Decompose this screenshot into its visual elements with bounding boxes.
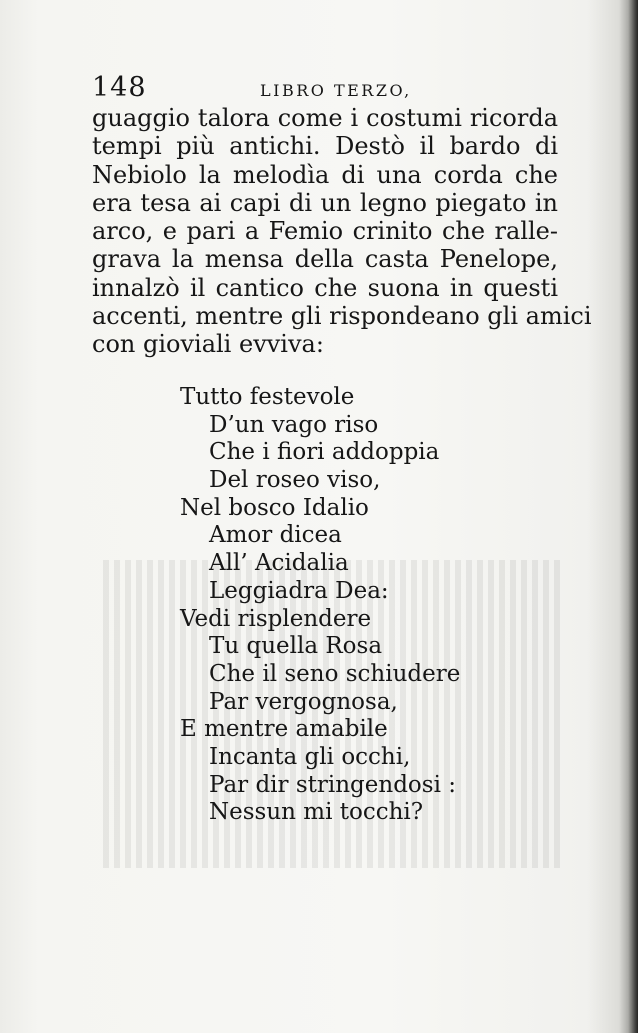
page-number: 148 [92,72,147,103]
verse-line: Par vergognosa, [209,688,398,715]
prose-line: accenti, mentre gli rispondeano gli amici [92,302,592,331]
verse-line: Amor dicea [209,522,342,549]
prose-line: era tesa ai capi di un legno piegato in [92,188,558,217]
poem-stanza [180,384,500,827]
running-head: LIBRO TERZO, [260,81,412,100]
verse-line: Incanta gli occhi, [209,743,411,770]
verse-line: Tu quella Rosa [209,633,383,660]
verse-line: Nel bosco Idalio [180,494,369,521]
prose-line: Nebiolo la melodìa di una corda che [92,160,558,189]
prose-paragraph [92,104,592,359]
verse-line: Che i fiori addoppia [209,439,440,466]
verse-line: Vedi risplendere [180,605,372,632]
verse-line: E mentre amabile [180,716,388,743]
verse-line: Par dir stringendosi : [209,771,456,798]
verse-line: Tutto festevole [180,384,355,410]
prose-line: con gioviali evviva: [92,330,324,359]
verse-line: Del roseo viso, [209,467,381,494]
prose-line: arco, e pari a Femio crinito che ralle- [92,217,558,246]
prose-line: grava la mensa della casta Penelope, [92,245,558,274]
verse-line: Leggiadra Dea: [209,577,389,604]
prose-line: tempi più antichi. Destò il bardo di [92,132,558,161]
prose-line: guaggio talora come i costumi ricorda [92,104,558,132]
verse-line: All’ Acidalia [209,550,349,577]
verse-line: Che il seno schiudere [209,660,461,687]
page-header [92,72,552,108]
prose-line: innalzò il cantico che suona in questi [92,273,558,302]
verse-line: Nessun mi tocchi? [209,799,424,826]
page-edge-shadow [628,0,638,1033]
verse-line: D’un vago riso [209,411,379,438]
